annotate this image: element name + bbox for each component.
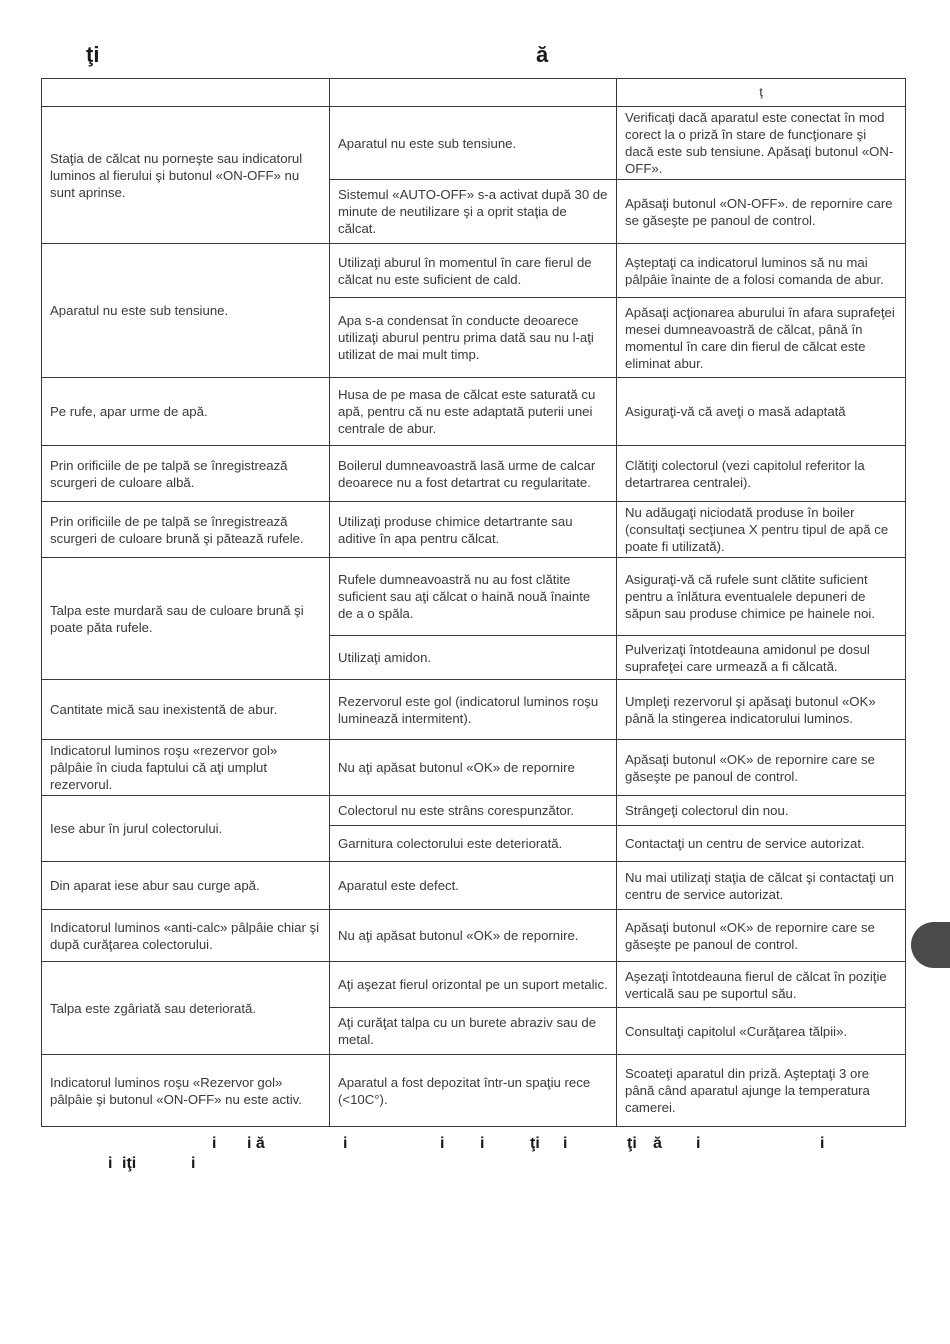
solution-cell: Clătiţi colectorul (vezi capitolul referitor la detartrarea centralei). — [617, 446, 906, 502]
section-tab-marker — [911, 922, 950, 968]
solution-cell: Scoateţi aparatul din priză. Aşteptaţi 3 ore până când aparatul ajunge la temperatura camerei. — [617, 1055, 906, 1127]
solution-cell: Asiguraţi-vă că aveţi o masă adaptată — [617, 378, 906, 446]
cause-cell: Nu aţi apăsat butonul «OK» de repornire — [330, 740, 617, 796]
solution-cell: Apăsaţi butonul «ON-OFF». de repornire care se găseşte pe panoul de control. — [617, 180, 906, 244]
problem-cell: Iese abur în jurul colectorului. — [42, 796, 330, 862]
problem-cell: Prin orificiile de pe talpă se înregistrează scurgeri de culoare brună şi pătează rufele. — [42, 502, 330, 558]
table-row — [42, 1055, 906, 1127]
cause-cell: Rezervorul este gol (indicatorul luminos roşu luminează intermitent). — [330, 680, 617, 740]
footer-fragment: i — [343, 1135, 348, 1152]
footer-fragment: i — [212, 1135, 217, 1152]
footer-fragment: i — [191, 1155, 196, 1172]
solution-cell: Nu adăugaţi niciodată produse în boiler (consultaţi secţiunea X pentru tipul de apă ce poate fi utilizată). — [617, 502, 906, 558]
footer-fragment: i — [820, 1135, 825, 1152]
solution-cell: Umpleţi rezervorul şi apăsaţi butonul «OK» până la stingerea indicatorului luminos. — [617, 680, 906, 740]
footer-fragment: i ă — [247, 1135, 265, 1152]
table-row — [42, 680, 906, 740]
page-heading-left: ţi — [86, 42, 100, 67]
solution-cell: Nu mai utilizaţi staţia de călcat şi contactaţi un centru de service autorizat. — [617, 862, 906, 910]
cause-cell: Aparatul este defect. — [330, 862, 617, 910]
column-header-problem — [42, 79, 330, 107]
footer-fragment: i — [563, 1135, 568, 1152]
solution-cell: Apăsaţi butonul «OK» de repornire care se găseşte pe panoul de control. — [617, 740, 906, 796]
problem-cell: Indicatorul luminos roşu «Rezervor gol» pâlpâie şi butonul «ON-OFF» nu este activ. — [42, 1055, 330, 1127]
table-row — [42, 502, 906, 558]
cause-cell: Boilerul dumneavoastră lasă urme de calcar deoarece nu a fost detartrat cu regularitate. — [330, 446, 617, 502]
table-row — [42, 910, 906, 962]
table-row — [42, 740, 906, 796]
cause-cell: Garnitura colectorului este deteriorată. — [330, 826, 617, 862]
solution-cell: Apăsaţi butonul «OK» de repornire care se găseşte pe panoul de control. — [617, 910, 906, 962]
solution-cell: Asiguraţi-vă că rufele sunt clătite suficient pentru a înlătura eventualele depuneri de săpun sau produse chimice pe hainele noi. — [617, 558, 906, 636]
table-header-row — [42, 79, 906, 107]
column-header-solution: ţ — [617, 79, 906, 107]
solution-cell: Contactaţi un centru de service autorizat. — [617, 826, 906, 862]
cause-cell: Aparatul a fost depozitat într-un spaţiu rece (<10C°). — [330, 1055, 617, 1127]
cause-cell: Sistemul «AUTO-OFF» s-a activat după 30 de minute de neutilizare şi a oprit staţia de călcat. — [330, 180, 617, 244]
table-row — [42, 446, 906, 502]
solution-cell: Verificaţi dacă aparatul este conectat în mod corect la o priză în stare de funcţionare şi dacă este sub tensiune. Apăsaţi butonul «ON-OFF». — [617, 107, 906, 180]
footer-fragment: ţi — [627, 1135, 637, 1152]
solution-cell: Pulverizaţi întotdeauna amidonul pe dosul suprafeţei care urmează a fi călcată. — [617, 636, 906, 680]
table-row — [42, 962, 906, 1008]
solution-cell: Consultaţi capitolul «Curăţarea tălpii». — [617, 1008, 906, 1055]
problem-cell: Cantitate mică sau inexistentă de abur. — [42, 680, 330, 740]
table-row — [42, 558, 906, 636]
cause-cell: Nu aţi apăsat butonul «OK» de repornire. — [330, 910, 617, 962]
problem-cell: Talpa este murdară sau de culoare brună şi poate păta rufele. — [42, 558, 330, 680]
cause-cell: Apa s-a condensat în conducte deoarece utilizaţi aburul pentru prima dată sau nu l-aţi utilizat de mai mult timp. — [330, 298, 617, 378]
table-row — [42, 107, 906, 180]
table-row — [42, 378, 906, 446]
problem-cell: Staţia de călcat nu porneşte sau indicatorul luminos al fierului şi butonul «ON-OFF» nu sunt aprinse. — [42, 107, 330, 244]
cause-cell: Utilizaţi produse chimice detartrante sau aditive în apa pentru călcat. — [330, 502, 617, 558]
troubleshooting-table — [41, 78, 906, 1127]
table-row — [42, 862, 906, 910]
problem-cell: Din aparat iese abur sau curge apă. — [42, 862, 330, 910]
cause-cell: Colectorul nu este strâns corespunzător. — [330, 796, 617, 826]
cause-cell: Utilizaţi amidon. — [330, 636, 617, 680]
cause-cell: Aţi curăţat talpa cu un burete abraziv sau de metal. — [330, 1008, 617, 1055]
problem-cell: Aparatul nu este sub tensiune. — [42, 244, 330, 378]
solution-cell: Apăsaţi acţionarea aburului în afara suprafeţei mesei dumneavoastră de călcat, până în momentul în care din fierul de călcat este eliminat abur. — [617, 298, 906, 378]
footer-fragment: iţi — [122, 1155, 137, 1172]
cause-cell: Aţi aşezat fierul orizontal pe un suport metalic. — [330, 962, 617, 1008]
page-heading-middle: ă — [536, 42, 549, 67]
table-row — [42, 244, 906, 298]
problem-cell: Pe rufe, apar urme de apă. — [42, 378, 330, 446]
footer-fragment: i — [480, 1135, 485, 1152]
problem-cell: Talpa este zgâriată sau deteriorată. — [42, 962, 330, 1055]
footer-fragment: i — [440, 1135, 445, 1152]
cause-cell: Rufele dumneavoastră nu au fost clătite suficient sau aţi călcat o haină nouă înainte de a o spăla. — [330, 558, 617, 636]
solution-cell: Aşezaţi întotdeauna fierul de călcat în poziţie verticală sau pe suportul său. — [617, 962, 906, 1008]
table-row — [42, 796, 906, 826]
footer-fragment: i — [108, 1155, 113, 1172]
cause-cell: Husa de pe masa de călcat este saturată cu apă, pentru că nu este adaptată puterii unei centrale de abur. — [330, 378, 617, 446]
problem-cell: Indicatorul luminos roşu «rezervor gol» pâlpâie în ciuda faptului că aţi umplut rezervorul. — [42, 740, 330, 796]
solution-cell: Aşteptaţi ca indicatorul luminos să nu mai pâlpâie înainte de a folosi comanda de abur. — [617, 244, 906, 298]
footer-fragment: ă — [653, 1135, 662, 1152]
solution-cell: Strângeţi colectorul din nou. — [617, 796, 906, 826]
footer-fragment: i — [696, 1135, 701, 1152]
column-header-cause — [330, 79, 617, 107]
cause-cell: Utilizaţi aburul în momentul în care fierul de călcat nu este suficient de cald. — [330, 244, 617, 298]
cause-cell: Aparatul nu este sub tensiune. — [330, 107, 617, 180]
problem-cell: Prin orificiile de pe talpă se înregistrează scurgeri de culoare albă. — [42, 446, 330, 502]
problem-cell: Indicatorul luminos «anti-calc» pâlpâie chiar şi după curăţarea colectorului. — [42, 910, 330, 962]
footer-fragment: ţi — [530, 1135, 540, 1152]
